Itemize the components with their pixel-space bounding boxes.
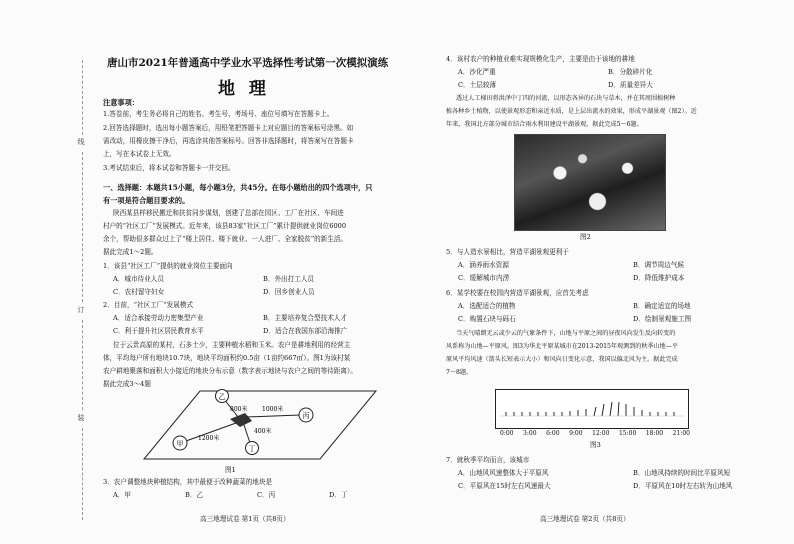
passage3-line-3: 年来，我国北方部分城市结合雨水利用建设平湖景观。据此完成5～6题。 (446, 121, 643, 128)
figure-1-diagram (140, 385, 380, 465)
binding-label-3: 装 (77, 414, 85, 421)
question-4: 4．该村农户的种植业难实现规模化生产，主要是由于该地的耕地 (446, 55, 635, 63)
q1-option-a[interactable]: A．城市待业人员 (113, 275, 164, 283)
q1-options-row2 (113, 288, 314, 296)
passage4-line-4: 7～8题。 (446, 369, 473, 376)
notes-line-4: 上，写在本试卷上无效。 (103, 150, 176, 158)
notes-line-1: 1.答卷前，考生务必将自己的姓名、考生号、考场号、座位号填写在答题卡上。 (103, 110, 334, 118)
passage2-line-1: 位于云贵高原的某村，石多土少，主要种植水稻和玉米。农户是耕地利用的经营主 (113, 341, 351, 349)
distance-label-yi: 800米 (230, 406, 248, 413)
passage4-line-1: 当天气晴朗无云或少云的气象条件下，山地与平原之间的昼夜风向发生反向转变的 (456, 330, 676, 337)
footer-left: 高三地理试卷 第1页（共8页） (200, 515, 290, 523)
q3-options (113, 491, 347, 499)
q3-option-d[interactable]: D．丁 (329, 491, 348, 499)
notes-line-3: 需改动，用橡皮擦干净后，再选涂其他答案标号。回答非选择题时，将答案写在答题卡 (103, 137, 354, 145)
figure-2-photo (514, 134, 666, 231)
passage3-line-2: 植各种乡土植物，以使景观形态和亲近水质，是上层出流水的效果，形成平湖景观（图2）。近 (446, 108, 697, 115)
q2-options-row1 (113, 314, 347, 322)
settlement-marker (230, 413, 252, 427)
passage1-line-1: 陕西某县样移民搬迁和扶贫同步谋划，创建了总部在园区、工厂在社区、车间进 (113, 209, 344, 217)
q6-options-row2 (458, 315, 691, 323)
binding-margin (76, 60, 90, 520)
plot-label-jia: 甲 (176, 440, 184, 448)
q5-option-d[interactable]: D．降低维护成本 (633, 274, 685, 282)
q1-options-row1 (113, 275, 314, 283)
q2-option-b[interactable]: B．主要培养复合型技术人才 (263, 314, 347, 322)
q7-option-d[interactable]: D．平原风在10时左右转为山地风 (633, 482, 733, 490)
passage1-line-4: 据此完成1～2题。 (103, 248, 158, 256)
question-1: 1．该县“社区工厂”提供的就业岗位主要面向 (103, 262, 233, 270)
time-tick-2: 6:00 (546, 430, 560, 437)
question-6: 6．某学校要在校园内营造平湖景观，应首先考虑 (446, 289, 589, 297)
q4-option-d[interactable]: D．质量差异大 (608, 81, 653, 89)
subject-title: 地 理 (218, 79, 270, 99)
road-to-bing (246, 415, 300, 417)
q5-option-b[interactable]: B．调节周边气候 (633, 261, 685, 269)
figure-3-wind-chart (495, 389, 689, 429)
time-tick-6: 18:00 (645, 430, 664, 437)
q3-option-b[interactable]: B．乙 (185, 491, 204, 499)
question-7: 7．就秋季平均而言，该城市 (446, 456, 530, 464)
figure-3-arrows (496, 390, 688, 428)
q7-option-a[interactable]: A．山地风风速整体大于平原风 (458, 469, 549, 477)
q7-option-b[interactable]: B．山地风持续的时间比平原风短 (633, 469, 731, 477)
time-tick-7: 21:00 (672, 430, 690, 437)
passage3-line-1: 透过人工梯田将洪泽中丁四的河流，以形态各异的石块与草木，并在其周围植树种 (456, 95, 676, 102)
q4-option-c[interactable]: C．土层较薄 (458, 81, 497, 89)
passage1-line-2: 村户的“社区工厂”发展模式。近年来，该县83家“社区工厂”累计提供就业岗位6000 (103, 222, 347, 230)
q3-option-c[interactable]: C．丙 (257, 491, 276, 499)
passage2-line-4: 据此完成3～4题 (103, 380, 151, 388)
passage4-line-2: 风系称为山地—平原风。图3为华北平原某城市在2013-2015年观测到的秋季山地—平 (446, 343, 678, 350)
q6-option-d[interactable]: D．绘制景观施工图 (633, 315, 692, 323)
distance-label-bing: 1000米 (262, 406, 284, 413)
figure-3-time-axis (500, 430, 690, 437)
passage4-line-3: 原风平均风速（箭头长短表示大小）和风向日变化示意，我国以偏北风为主。据此完成 (446, 356, 678, 363)
question-3: 3．农户调整地块种植结构，其中最便于改种蔬菜的地块是 (103, 478, 273, 486)
q5-option-c[interactable]: C．缓解城市内涝 (458, 274, 510, 282)
q1-option-c[interactable]: C．农村留守妇女 (113, 288, 165, 296)
q4-options-row2 (458, 81, 653, 89)
q3-option-a[interactable]: A．甲 (113, 491, 131, 499)
figure-3-caption: 图3 (590, 441, 601, 449)
q2-options-row2 (113, 327, 347, 335)
q1-option-d[interactable]: D．回乡创业人员 (263, 288, 315, 296)
passage1-line-3: 余个，帮助很多群众过上了“楼上居住、楼下就业、一人进厂、全家脱贫”的新生活。 (103, 235, 348, 243)
passage2-line-2: 体，平均每户所有地块10.7块，地块平均面积约0.5亩（1亩约667㎡）。图1为该村某 (103, 354, 351, 362)
q6-option-c[interactable]: C．购置石块与砾石 (458, 315, 516, 323)
q2-option-a[interactable]: A．适合承接劳动力密集型产业 (113, 314, 204, 322)
q6-option-b[interactable]: B．确定适宜的场地 (633, 302, 691, 310)
footer-right: 高三地理试卷 第2页（共8页） (540, 515, 630, 523)
time-tick-3: 9:00 (569, 430, 583, 437)
passage2-line-3: 农户耕地聚落和面积大小接近的地块分布示意（数字表示地块与农户之间的等待距离）。 (103, 367, 357, 375)
q7-options-row2 (458, 482, 732, 490)
time-tick-5: 15:00 (618, 430, 637, 437)
figure-1-caption: 图1 (225, 466, 236, 474)
distance-label-ding: 400米 (254, 428, 272, 435)
q4-option-b[interactable]: B．分散碎片化 (608, 68, 653, 76)
distance-label-jia: 1200米 (198, 435, 220, 442)
q7-options-row1 (458, 469, 730, 477)
section1-line-1: 一、选择题：本题共15小题，每小题3分，共45分。在每小题给出的四个选项中，只 (103, 183, 373, 192)
question-2: 2．目前，“社区工厂”发展模式 (103, 301, 194, 309)
section1-line-2: 有一项是符合题目要求的。 (103, 196, 190, 205)
q2-option-d[interactable]: D．适合在我国东部沿海推广 (263, 327, 348, 335)
q4-options-row1 (458, 68, 652, 76)
figure-2-caption: 图2 (580, 233, 591, 241)
time-tick-4: 12:00 (592, 430, 610, 437)
time-tick-0: 0:00 (500, 430, 514, 437)
q7-option-c[interactable]: C．平原风在15时左右风速最大 (458, 482, 551, 490)
road-to-ding (244, 425, 250, 443)
q2-option-c[interactable]: C．利于提升社区居民教育水平 (113, 327, 204, 335)
question-5: 5．与人造水景相比，营造平湖景观更利于 (446, 248, 569, 256)
q5-option-a[interactable]: A．涵养雨水资源 (458, 261, 509, 269)
q6-options-row1 (458, 302, 691, 310)
plot-label-bing: 丙 (302, 412, 310, 420)
notes-line-2: 2.回答选择题时，选出每小题答案后，用铅笔把答题卡上对应题目的答案标号涂黑。如 (103, 124, 354, 132)
q6-option-a[interactable]: A．选配适合的植物 (458, 302, 516, 310)
binding-label-1: 线 (77, 138, 85, 145)
time-tick-1: 3:00 (523, 430, 537, 437)
exam-header: 唐山市2021年普通高中学业水平选择性考试第一次模拟演练 (107, 57, 389, 69)
plot-label-ding: 丁 (248, 445, 256, 453)
q4-option-a[interactable]: A．沙化严重 (458, 68, 496, 76)
notes-line-5: 3.考试结束后，将本试卷和答题卡一并交回。 (103, 164, 235, 172)
plot-label-yi: 乙 (218, 393, 226, 401)
binding-label-2: 订 (77, 306, 85, 313)
q5-options-row2 (458, 274, 684, 282)
notes-title: 注意事项： (103, 98, 139, 107)
q5-options-row1 (458, 261, 684, 269)
q1-option-b[interactable]: B．外出打工人员 (263, 275, 315, 283)
